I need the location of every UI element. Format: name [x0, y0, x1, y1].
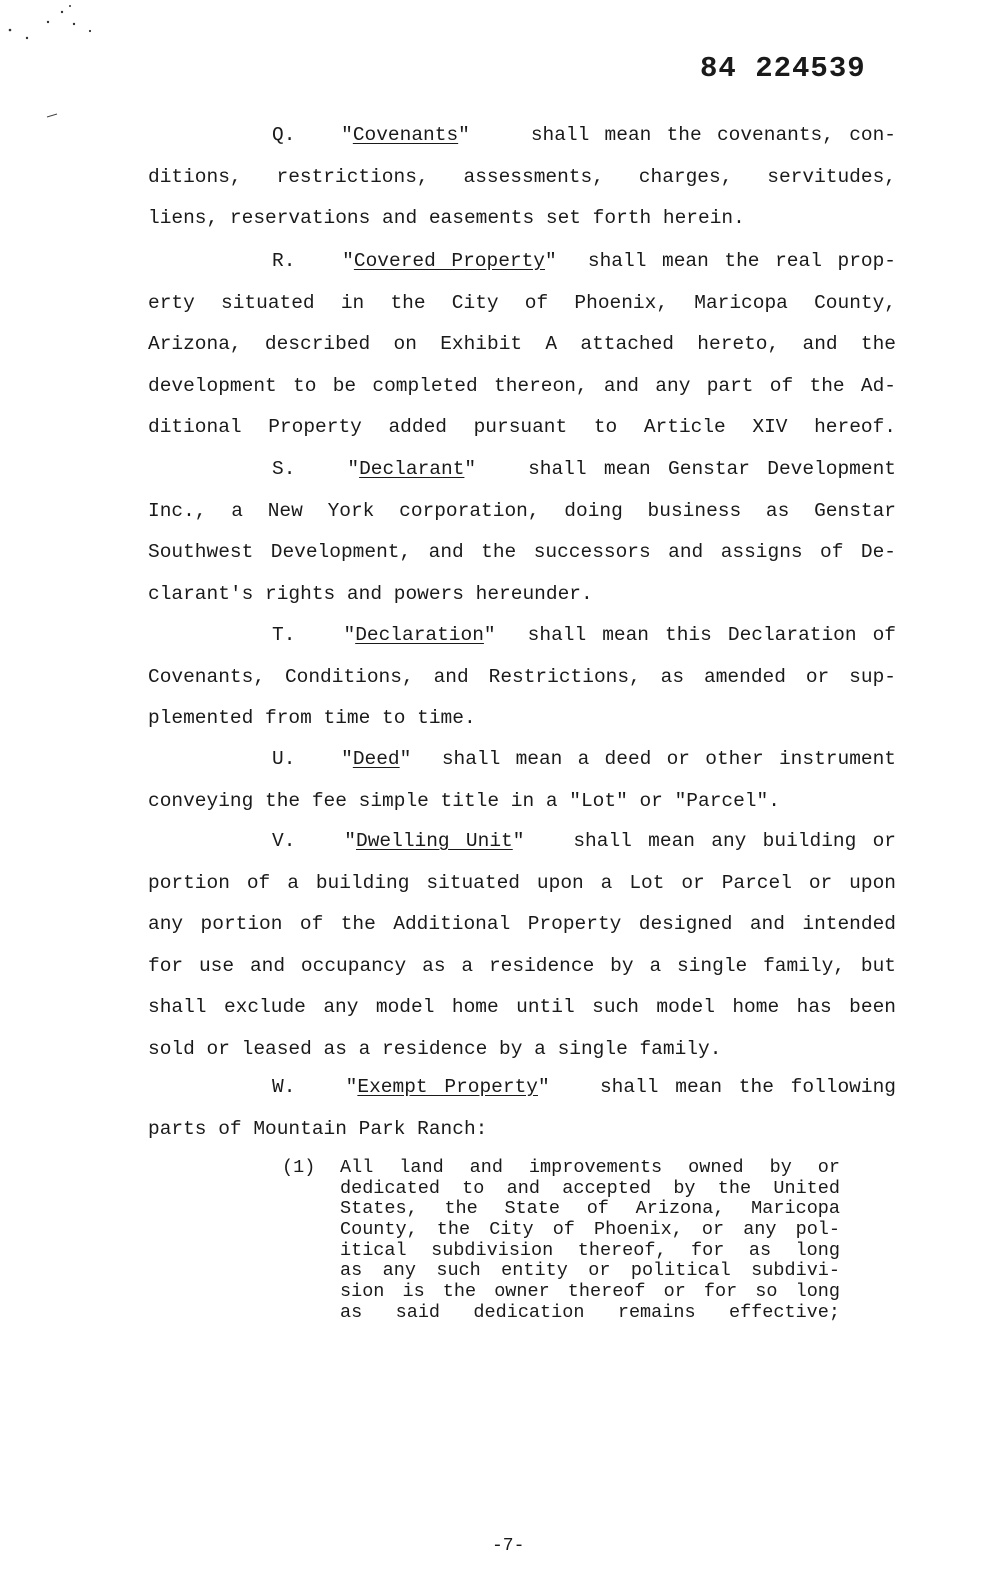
definition-t-line-2: Covenants, Conditions, and Restrictions, as amended or sup-	[148, 665, 896, 688]
item-text	[340, 1158, 840, 1324]
definition-letter: S.	[272, 458, 296, 480]
item-line: as said dedication remains effective;	[340, 1301, 840, 1323]
definition-r-line-3: Arizona, described on Exhibit A attached hereto, and the	[148, 333, 896, 356]
definition-letter: R.	[272, 250, 296, 272]
defined-term: Covenants	[352, 124, 459, 146]
definition-r-line-4: development to be completed thereon, and any part of the Ad-	[148, 374, 896, 397]
defined-term: Declarant	[359, 458, 465, 480]
definition-letter: V.	[272, 830, 296, 852]
definition-s-line-2: Inc., a New York corporation, doing business as Genstar	[148, 499, 896, 522]
definition-q-line-3: liens, reservations and easements set forth herein.	[148, 207, 745, 230]
definition-r-line-5: ditional Property added pursuant to Article XIV hereof.	[148, 416, 896, 439]
page-number: -7-	[492, 1536, 525, 1556]
definition-u	[148, 739, 896, 822]
item-number: (1)	[282, 1157, 316, 1178]
definition-s-line-3: Southwest Development, and the successors and assigns of De-	[148, 541, 896, 564]
item-line: All land and improvements owned by or	[340, 1157, 840, 1178]
item-line: as any such entity or political subdivi-	[340, 1260, 840, 1282]
definition-v-line-6: sold or leased as a residence by a single family.	[148, 1037, 722, 1060]
item-line: sion is the owner thereof or for so long	[340, 1281, 840, 1303]
defined-term: Declaration	[355, 624, 484, 646]
definition-u-line-2: conveying the fee simple title in a "Lot" or "Parcel".	[148, 789, 780, 812]
definition-r	[148, 241, 896, 449]
definition-letter: W.	[272, 1076, 296, 1098]
document-number: 84 224539	[700, 52, 866, 85]
definition-q-line-2: ditions, restrictions, assessments, charges, servitudes,	[148, 165, 896, 188]
definition-s-line-4: clarant's rights and powers hereunder.	[148, 582, 593, 605]
item-line: itical subdivision thereof, for as long	[340, 1239, 840, 1261]
definition-letter: T.	[272, 624, 296, 646]
defined-term: Dwelling Unit	[356, 830, 513, 852]
definition-t-line-3: plemented from time to time.	[148, 707, 476, 730]
definition-v-line-1: V. "Dwelling Unit" shall mean any building or	[272, 830, 897, 852]
definition-w-line-1: W. "Exempt Property" shall mean the following	[272, 1076, 896, 1098]
definition-v-line-2: portion of a building situated upon a Lot or Parcel or upon	[148, 871, 896, 894]
definition-u-line-1: U. "Deed" shall mean a deed or other instrument	[272, 748, 897, 770]
definition-q-line-1: Q. "Covenants" shall mean the covenants, con-	[272, 124, 897, 146]
definition-v-line-3: any portion of the Additional Property designed and intended	[148, 913, 896, 936]
definition-t-line-1: T. "Declaration" shall mean this Declaration of	[272, 624, 897, 646]
definition-s	[148, 449, 896, 615]
definition-v-line-4: for use and occupancy as a residence by a single family, but	[148, 954, 896, 977]
definition-q	[148, 115, 896, 240]
item-line: County, the City of Phoenix, or any pol-	[340, 1219, 840, 1241]
definition-v	[148, 821, 896, 1071]
definition-t	[148, 615, 896, 740]
definition-r-line-1: R. "Covered Property" shall mean the real prop-	[272, 250, 897, 272]
defined-term: Deed	[352, 748, 400, 770]
defined-term: Covered Property	[353, 250, 546, 272]
scan-specks	[0, 0, 120, 130]
definition-v-line-5: shall exclude any model home until such model home has been	[148, 996, 896, 1019]
definition-w-line-2: parts of Mountain Park Ranch:	[148, 1117, 488, 1140]
definition-s-line-1: S. "Declarant" shall mean Genstar Development	[272, 458, 896, 480]
item-line: States, the State of Arizona, Maricopa	[340, 1198, 840, 1220]
definition-letter: U.	[272, 748, 296, 770]
definition-r-line-2: erty situated in the City of Phoenix, Maricopa County,	[148, 291, 896, 314]
item-line: dedicated to and accepted by the United	[340, 1177, 840, 1199]
definition-w	[148, 1067, 896, 1150]
definition-letter: Q.	[272, 124, 296, 146]
defined-term: Exempt Property	[357, 1076, 538, 1098]
